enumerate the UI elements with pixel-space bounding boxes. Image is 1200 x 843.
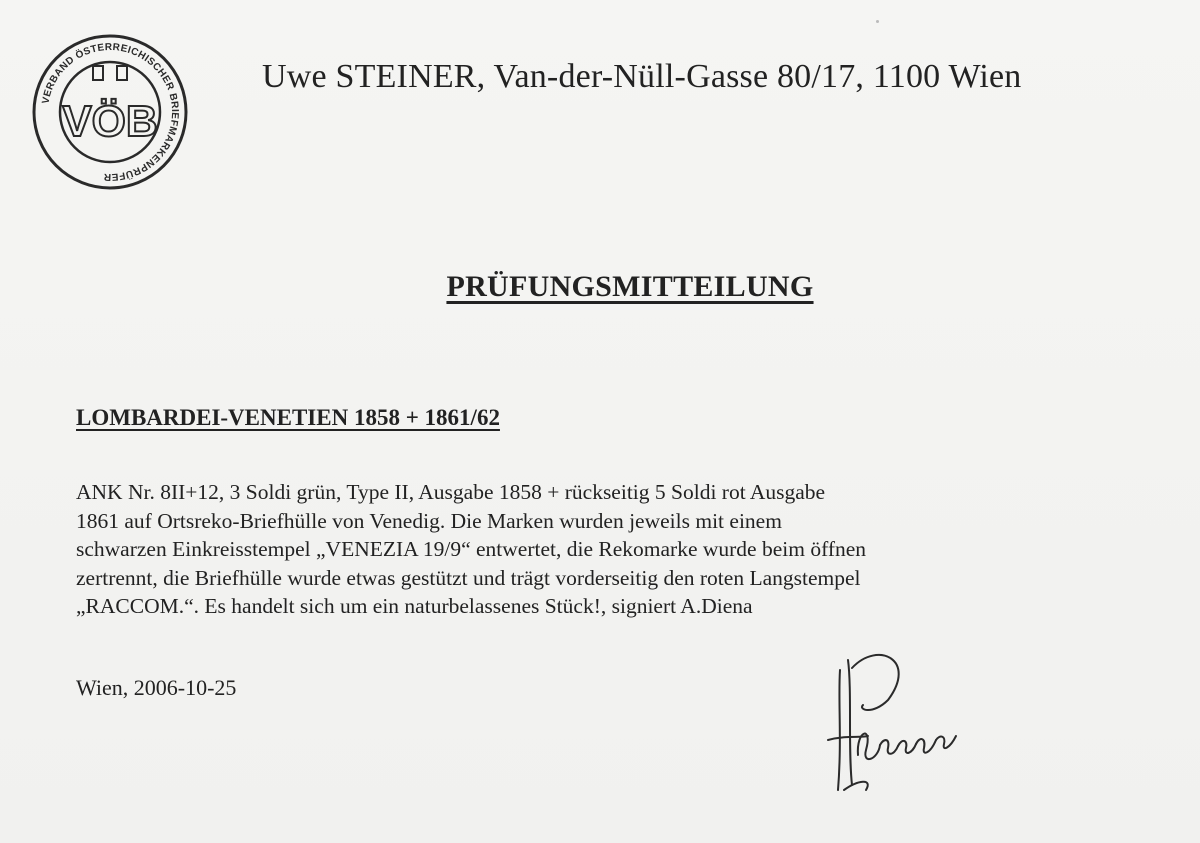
place-and-date: Wien, 2006-10-25 [76, 675, 237, 700]
body-line: zertrennt, die Briefhülle wurde etwas gestützt und trägt vorderseitig den roten Langstempel [76, 565, 861, 590]
body-line: 1861 auf Ortsreko-Briefhülle von Venedig. Die Marken wurden jeweils mit einem [76, 508, 782, 533]
document-subtitle: LOMBARDEI-VENETIEN 1858 + 1861/62 [76, 405, 500, 430]
voeb-seal-logo [30, 32, 190, 192]
body-line: schwarzen Einkreisstempel „VENEZIA 19/9“ entwertet, die Rekomarke wurde beim öffnen [76, 537, 867, 561]
paper-speck [876, 20, 879, 23]
body-line: „RACCOM.“. Es handelt sich um ein naturbelassenes Stück!, signiert A.Diena [76, 594, 753, 618]
certificate-body [76, 478, 1156, 621]
document-title: PRÜFUNGSMITTEILUNG [446, 270, 814, 303]
body-line: ANK Nr. 8II+12, 3 Soldi grün, Type II, Ausgabe 1858 + rückseitig 5 Soldi rot Ausgabe [76, 480, 826, 504]
seal-monogram: VÖB [62, 97, 158, 146]
seal-ring-text: VERBAND ÖSTERREICHISCHER BRIEFMARKENPRÜFER [40, 41, 181, 183]
examiner-address: Uwe STEINER, Van-der-Nüll-Gasse 80/17, 1100 Wien [262, 58, 1022, 95]
handwritten-signature [818, 640, 968, 800]
